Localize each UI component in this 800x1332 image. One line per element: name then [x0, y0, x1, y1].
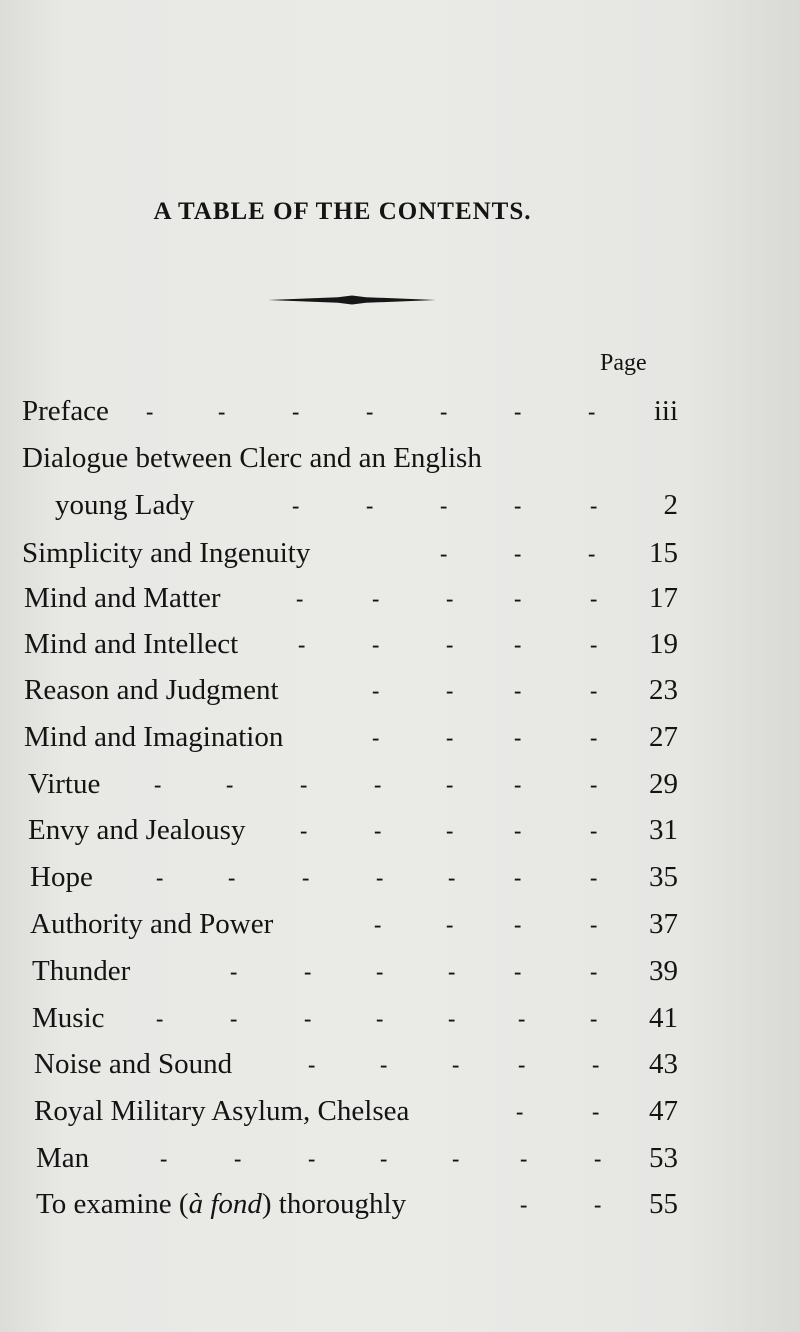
toc-entry-title: Noise and Sound	[34, 1048, 233, 1080]
toc-entry-page: 39	[649, 955, 678, 987]
leader-dash: -	[446, 632, 454, 657]
toc-entry-title: Envy and Jealousy	[28, 814, 246, 846]
leader-dash: -	[366, 399, 374, 424]
leader-dash: -	[520, 1146, 528, 1171]
toc-entry-page: 19	[649, 628, 678, 660]
toc-entry-title: Dialogue between Clerc and an English	[22, 442, 482, 474]
leader-dash: -	[376, 1006, 384, 1031]
leader-dash: -	[160, 1146, 168, 1171]
page-column-label: Page	[600, 350, 647, 376]
leader-dash: -	[156, 865, 164, 890]
toc-entry-page: 47	[649, 1095, 678, 1127]
leader-dash: -	[302, 865, 310, 890]
leader-dash: -	[380, 1052, 388, 1077]
toc-entry-page: 27	[649, 721, 678, 753]
leader-dash: -	[514, 632, 522, 657]
leader-dash: -	[296, 586, 304, 611]
leader-dash: -	[516, 1099, 524, 1124]
leader-dash: -	[514, 399, 522, 424]
toc-entry-page: 23	[649, 674, 678, 706]
leader-dash: -	[374, 772, 382, 797]
leader-dash: -	[590, 586, 598, 611]
leader-dash: -	[308, 1146, 316, 1171]
leader-dash: -	[440, 399, 448, 424]
toc-entry-title: Mind and Imagination	[24, 721, 284, 753]
leader-dash: -	[590, 632, 598, 657]
leader-dash: -	[514, 959, 522, 984]
leader-dash: -	[292, 493, 300, 518]
toc-entry-title-part: To examine (	[36, 1188, 189, 1220]
leader-dash: -	[446, 586, 454, 611]
leader-dash: -	[226, 772, 234, 797]
leader-dash: -	[514, 586, 522, 611]
leader-dash: -	[374, 818, 382, 843]
leader-dash: -	[230, 959, 238, 984]
leader-dash: -	[590, 818, 598, 843]
leader-dash: -	[590, 678, 598, 703]
leader-dash: -	[446, 678, 454, 703]
toc-entry-page: 31	[649, 814, 678, 846]
leader-dash: -	[376, 865, 384, 890]
leader-dash: -	[376, 959, 384, 984]
leader-dash: -	[588, 399, 596, 424]
toc-entry-title	[36, 1184, 406, 1224]
leader-dash: -	[228, 865, 236, 890]
toc-entry-title-italic: à fond	[188, 1188, 262, 1220]
leader-dash: -	[448, 959, 456, 984]
toc-entry-title: Virtue	[28, 768, 101, 800]
toc-entry-title: Authority and Power	[30, 908, 274, 940]
leader-dash: -	[304, 1006, 312, 1031]
toc-entry-page: 35	[649, 861, 678, 893]
leader-dash: -	[298, 632, 306, 657]
leader-dash: -	[440, 541, 448, 566]
leader-dash: -	[154, 772, 162, 797]
leader-dash: -	[594, 1192, 602, 1217]
leader-dash: -	[218, 399, 226, 424]
leader-dash: -	[446, 725, 454, 750]
leader-dash: -	[304, 959, 312, 984]
leader-dash: -	[590, 772, 598, 797]
leader-dash: -	[588, 541, 596, 566]
toc-entry-title: Mind and Matter	[24, 582, 221, 614]
leader-dash: -	[446, 912, 454, 937]
leader-dash: -	[514, 865, 522, 890]
leader-dash: -	[514, 493, 522, 518]
toc-entry-page: 29	[649, 768, 678, 800]
toc-entry-page: 37	[649, 908, 678, 940]
leader-dash: -	[452, 1052, 460, 1077]
leader-dash: -	[440, 493, 448, 518]
leader-dash: -	[156, 1006, 164, 1031]
leader-dash: -	[372, 725, 380, 750]
leader-dash: -	[590, 912, 598, 937]
leader-dash: -	[518, 1052, 526, 1077]
toc-entry-title-continuation: young Lady	[55, 489, 195, 521]
leader-dash: -	[514, 541, 522, 566]
toc-entry-title: Simplicity and Ingenuity	[22, 537, 311, 569]
toc-entry-title: Music	[32, 1002, 105, 1034]
leader-dash: -	[234, 1146, 242, 1171]
leader-dash: -	[592, 1052, 600, 1077]
toc-entry-page: 15	[649, 537, 678, 569]
toc-entry-title: Thunder	[32, 955, 131, 987]
leader-dash: -	[518, 1006, 526, 1031]
leader-dash: -	[514, 818, 522, 843]
leader-dash: -	[448, 865, 456, 890]
leader-dash: -	[146, 399, 154, 424]
toc-entry-page: 55	[649, 1188, 678, 1220]
toc-entry-title: Royal Military Asylum, Chelsea	[34, 1095, 410, 1127]
toc-entry-title-part: ) thoroughly	[261, 1188, 407, 1220]
leader-dash: -	[292, 399, 300, 424]
leader-dash: -	[452, 1146, 460, 1171]
leader-dash: -	[594, 1146, 602, 1171]
leader-dash: -	[380, 1146, 388, 1171]
leader-dash: -	[592, 1099, 600, 1124]
leader-dash: -	[590, 865, 598, 890]
toc-entry-page: 43	[649, 1048, 678, 1080]
leader-dash: -	[590, 493, 598, 518]
page-title: A TABLE OF THE CONTENTS.	[153, 198, 532, 225]
toc-entry-title: Mind and Intellect	[24, 628, 239, 660]
leader-dash: -	[514, 678, 522, 703]
leader-dash: -	[372, 632, 380, 657]
leader-dash: -	[366, 493, 374, 518]
leader-dash: -	[374, 912, 382, 937]
toc-entry-title: Preface	[22, 395, 109, 427]
toc-entry-page: 2	[663, 489, 678, 521]
toc-entry-title: Man	[36, 1142, 90, 1174]
leader-dash: -	[590, 725, 598, 750]
leader-dash: -	[446, 772, 454, 797]
leader-dash: -	[448, 1006, 456, 1031]
leader-dash: -	[514, 772, 522, 797]
toc-entry-title: Hope	[30, 861, 93, 893]
leader-dash: -	[520, 1192, 528, 1217]
leader-dash: -	[590, 1006, 598, 1031]
leader-dash: -	[308, 1052, 316, 1077]
leader-dash: -	[372, 678, 380, 703]
toc-entry-page: iii	[653, 395, 678, 427]
leader-dash: -	[300, 818, 308, 843]
toc-entry-title: Reason and Judgment	[24, 674, 279, 706]
toc-entry-page: 17	[649, 582, 678, 614]
leader-dash: -	[514, 725, 522, 750]
leader-dash: -	[590, 959, 598, 984]
leader-dash: -	[514, 912, 522, 937]
toc-entry-page: 53	[649, 1142, 678, 1174]
leader-dash: -	[372, 586, 380, 611]
leader-dash: -	[446, 818, 454, 843]
toc-entry-page: 41	[649, 1002, 678, 1034]
leader-dash: -	[230, 1006, 238, 1031]
leader-dash: -	[300, 772, 308, 797]
